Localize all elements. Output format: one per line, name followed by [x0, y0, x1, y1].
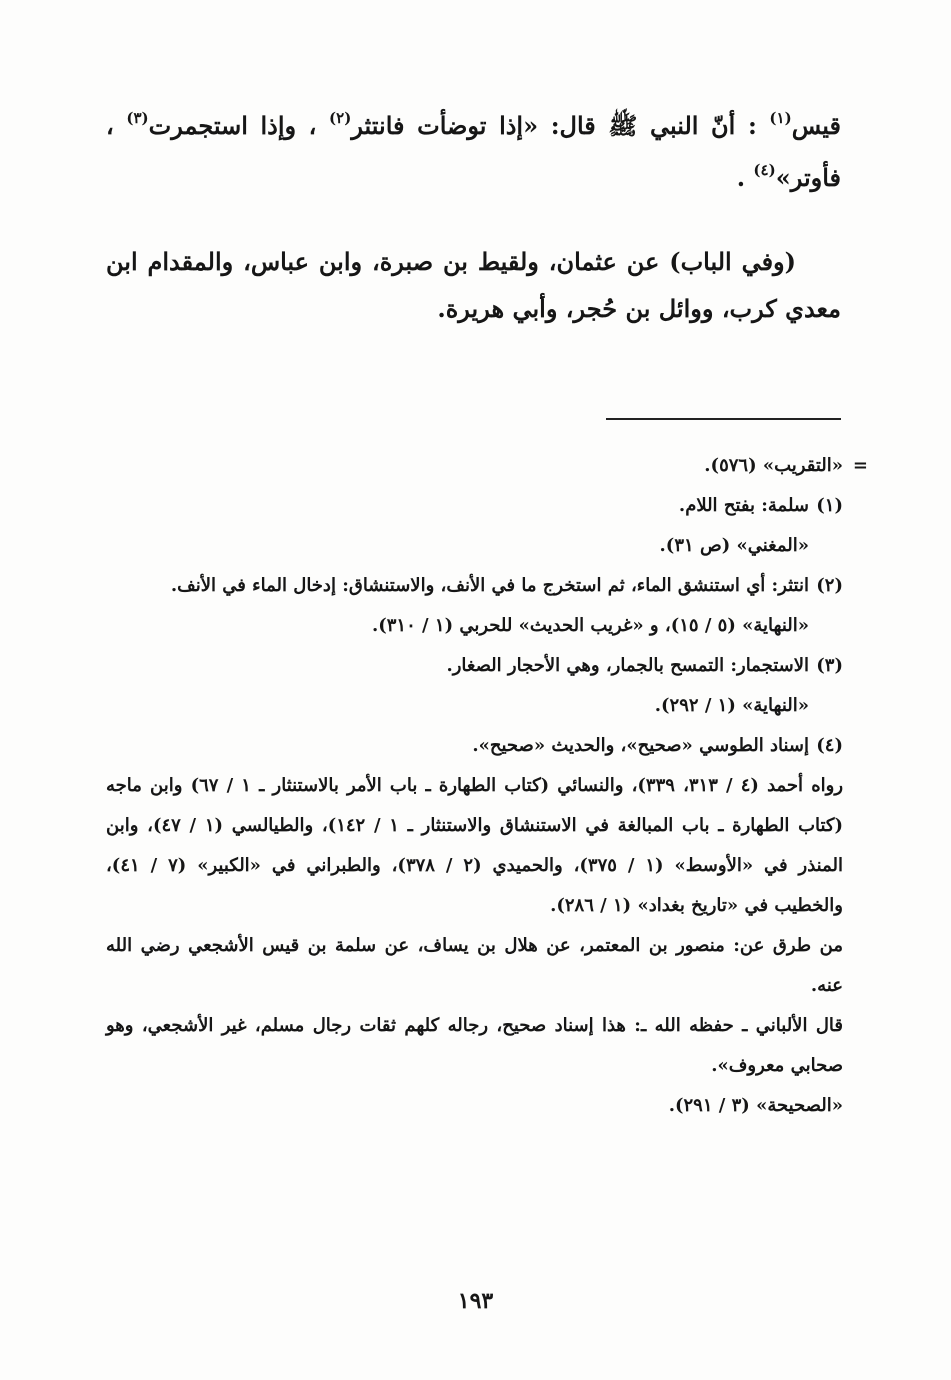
footnote-reference: «الصحيحة» (٣ / ٢٩١).: [668, 1095, 843, 1116]
footnote-chain: من طرق عن: منصور بن المعتمر، عن هلال بن يساف، عن سلمة بن قيس الأشجعي رضي الله عنه.: [106, 935, 843, 996]
footnote-number: (٣): [816, 655, 843, 676]
hadith-paragraph: [106, 100, 841, 204]
footnote-text: انتثر: أي استنشق الماء، ثم استخرج ما في الأنف، والاستنشاق: إدخال الماء في الأنف.: [170, 575, 809, 596]
footnote-grading: قال الألباني ـ حفظه الله ـ: هذا إسناد صحيح، رجاله كلهم ثقات رجال مسلم، غير الأشجعي، وهو صحابي معروف».: [106, 1015, 843, 1076]
footnote-number: (٤): [816, 735, 843, 756]
footnote-reference: «المغني» (ص ٣١).: [659, 535, 809, 556]
footnote-reference: «النهاية» (٥ / ١٥)، و «غريب الحديث» للحربي (١ / ٣١٠).: [371, 615, 809, 636]
text-run: ، فأوتر»: [106, 111, 841, 192]
footnote-marker: (٤): [753, 161, 776, 179]
footnote-marker: (٢): [329, 109, 352, 127]
chapter-paragraph: (وفي الباب) عن عثمان، ولقيط بن صبرة، وابن عباس، والمقدام ابن معدي كرب، ووائل بن حُجر، وأبي هريرة.: [106, 247, 841, 323]
footnote-4: [106, 726, 843, 766]
footnote-number: (٢): [816, 575, 843, 596]
footnote-text: سلمة: بفتح اللام.: [678, 495, 809, 516]
footnote-reference: «النهاية» (١ / ٢٩٢).: [654, 695, 809, 716]
continuation-sign: =: [852, 455, 868, 476]
footnote-marker: (٣): [126, 109, 149, 127]
footnote-2: [106, 566, 843, 606]
footnote-text: إسناد الطوسي «صحيح»، والحديث «صحيح».: [472, 735, 809, 756]
text-run: ، وإذا استجمرت: [148, 111, 330, 140]
text-run: .: [736, 163, 754, 192]
main-text: [106, 100, 841, 332]
footnote-1: [106, 486, 843, 526]
text-run: : أنّ النبي ﷺ قال: «إذا توضأت فانتثر: [351, 111, 770, 140]
footnote-marker: (١): [769, 109, 792, 127]
footnote-3: [106, 646, 843, 686]
text-run: قيس: [791, 111, 841, 140]
footnote-number: (١): [816, 495, 843, 516]
footnotes: [106, 446, 868, 1126]
footnote-text: الاستجمار: التمسح بالجمار، وهي الأحجار الصغار.: [446, 655, 809, 676]
footnote-continuation: «التقريب» (٥٧٦).: [704, 455, 843, 476]
page-number: ١٩٣: [457, 1288, 494, 1314]
footnote-divider: [606, 418, 841, 420]
footnote-sources: رواه أحمد (٤ / ٣١٣، ٣٣٩)، والنسائي (كتاب الطهارة ـ باب الأمر بالاستنثار ـ ١ / ٦٧) وابن ماجه (كتاب الطهارة ـ باب المبالغة في الاستنشاق والاستنثار ـ ١ / ١٤٢)، والطيالسي (١ / ٤٧)، وابن المنذر في «الأوسط» (١ / ٣٧٥)، والحميدي (٢ / ٣٧٨)، والطبراني في «الكبير» (٧ / ٤١)، والخطيب في «تاريخ بغداد» (١ / ٢٨٦).: [106, 775, 844, 916]
